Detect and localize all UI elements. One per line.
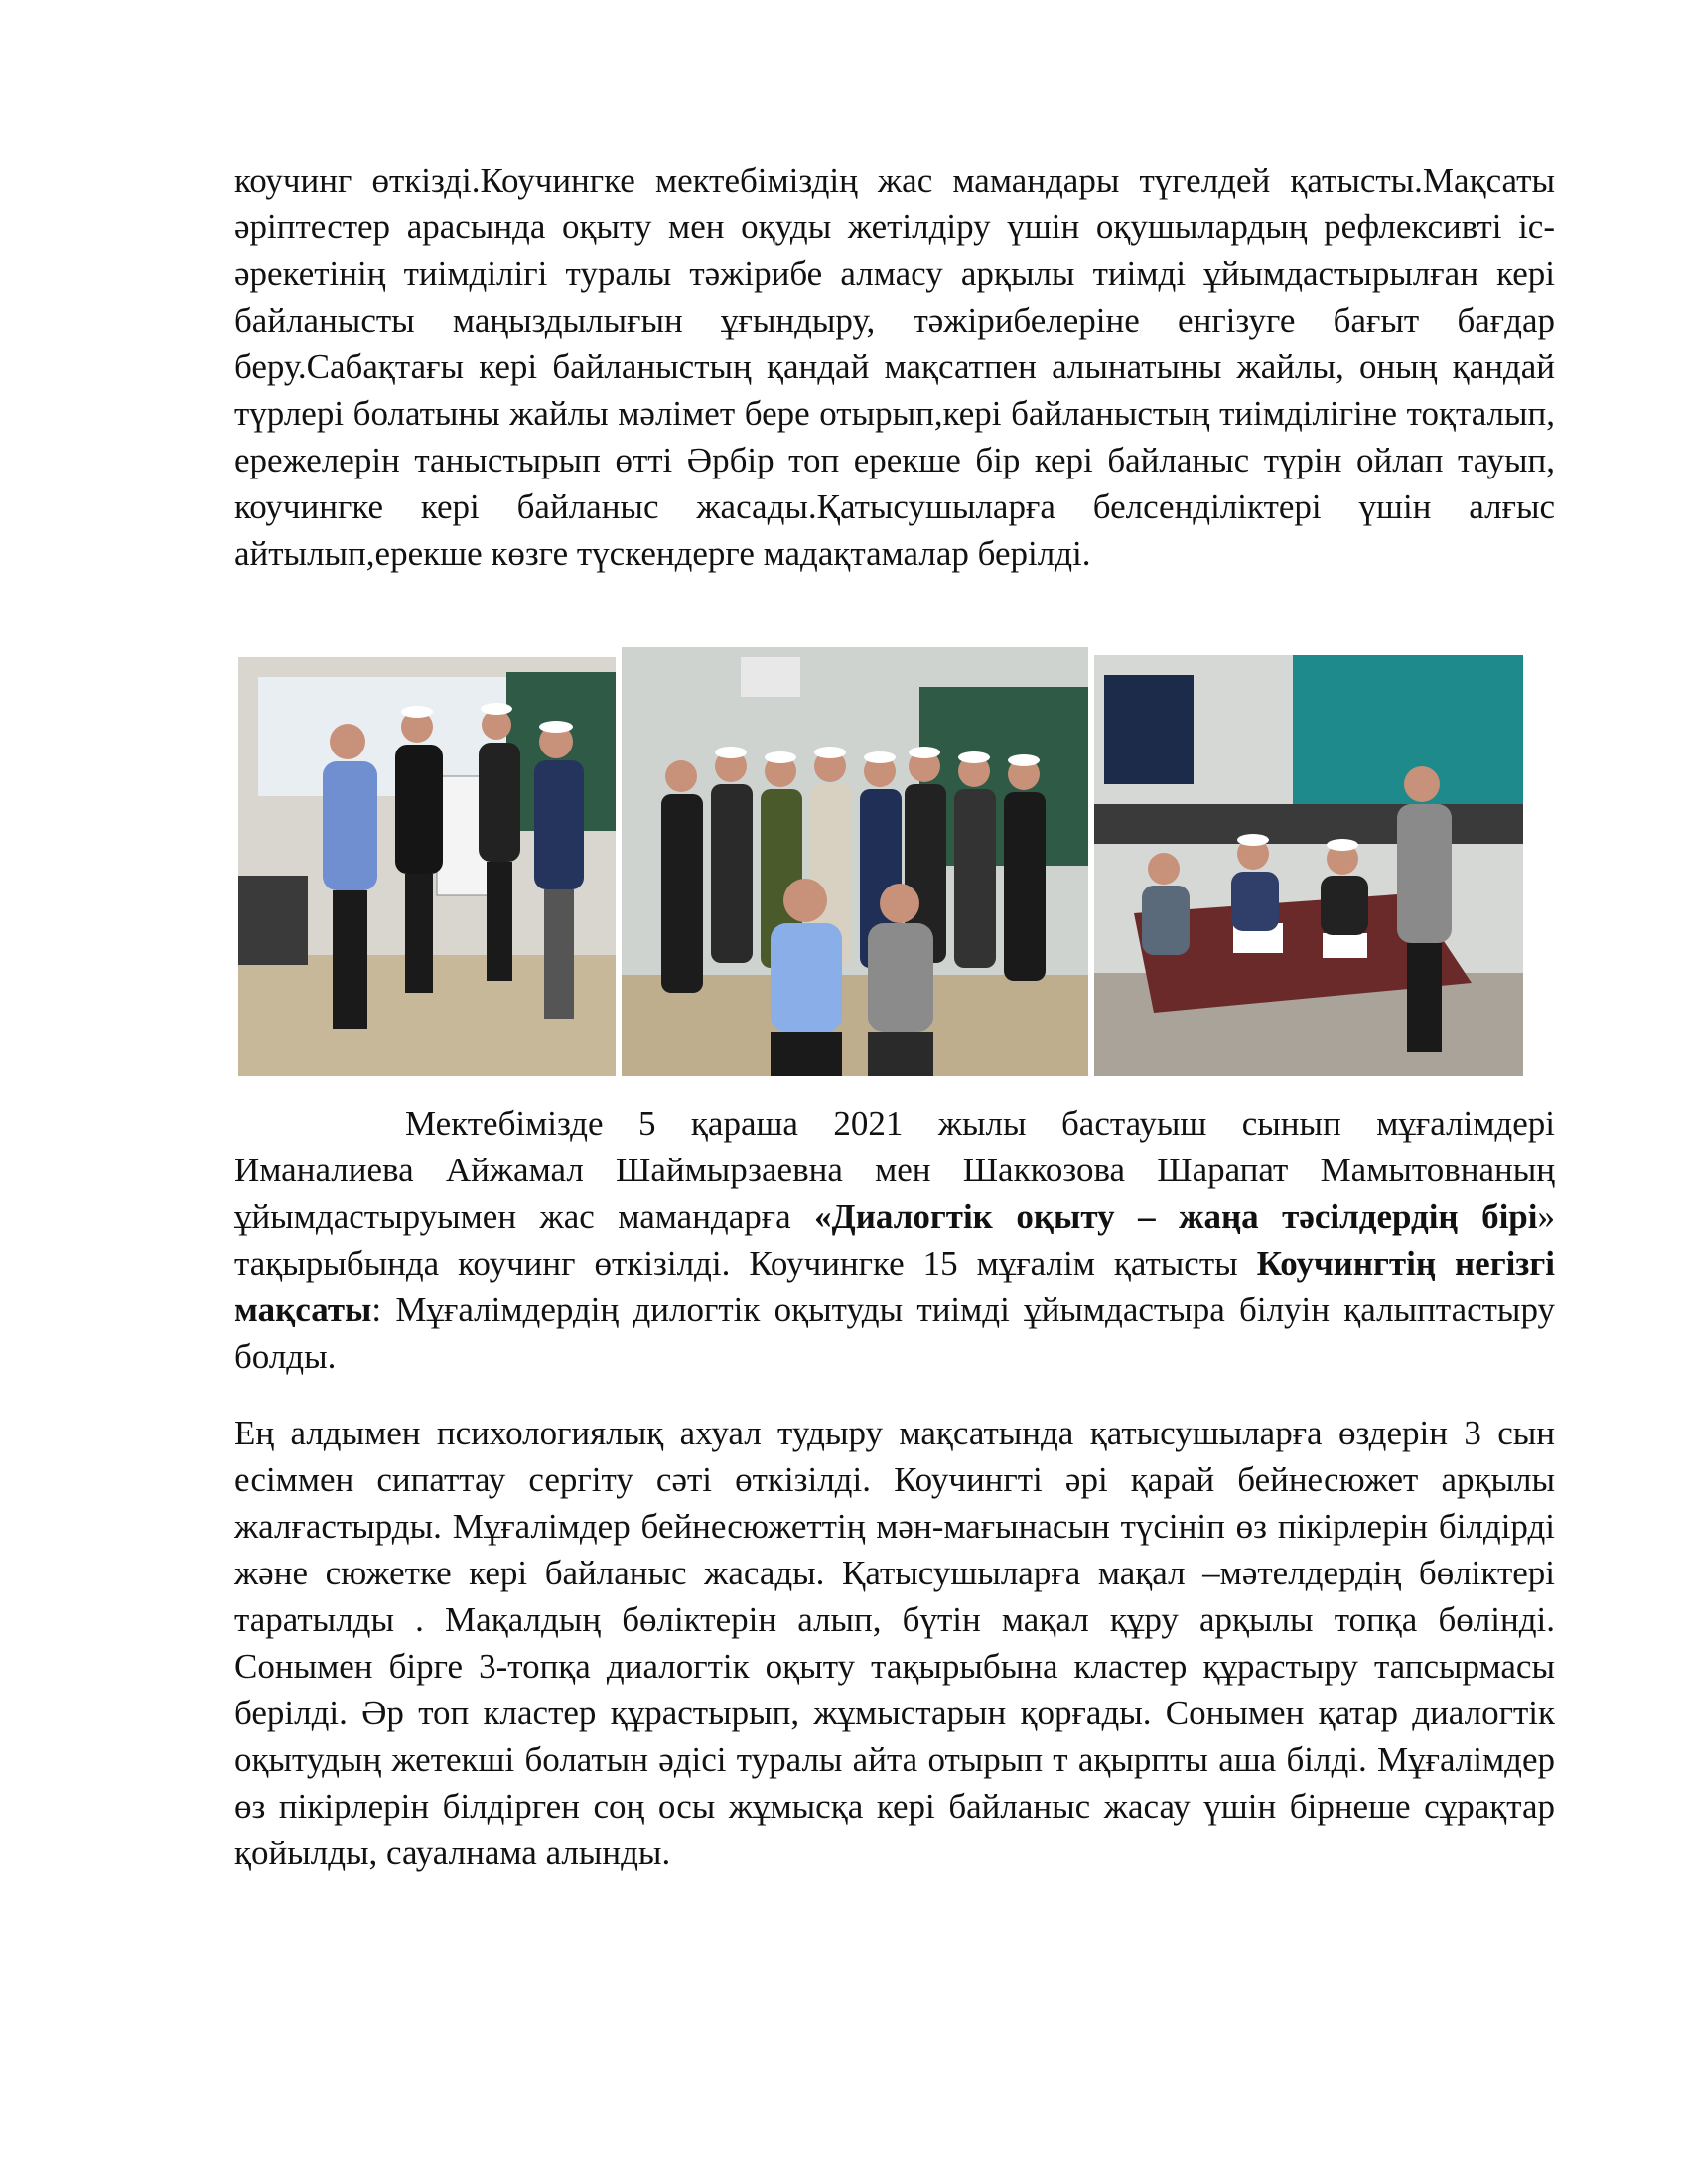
paragraph-coaching-info [234,1100,1555,1380]
p2-text-1: Мектебімізде 5 қараша 2021 жылы бастауыш сынып мұғалімдері Иманалиева Айжамал Шаймырзаевна мен Шаккозова Шарапат Мамытовнаның ұйымдастыруымен жас мамандарға [234,1104,1555,1236]
p2-topic-bold: «Диалогтік оқыту – жаңа тәсілдердің бірі [814,1197,1538,1236]
paragraph-intro: коучинг өткізді.Коучингке мектебіміздің жас мамандары түгелдей қатысты.Мақсаты әріптестер арасында оқыту мен оқуды жетілдіру үшін оқушылардың рефлексивті іс-әрекетінің тиімділігі туралы тәжірибе алмасу арқылы тиімді ұйымдастырылған кері байланысты маңыздылығын ұғындыру, тәжірибелеріне енгізуге бағыт бағдар беру.Сабақтағы кері байланыстың қандай мақсатпен алынатыны жайлы, оның қандай түрлері болатыны жайлы мәлімет бере отырып,кері байланыстың тиімділігіне тоқталып, ережелерін таныстырып өтті Әрбір топ ерекше бір кері байланыс түрін ойлап тауып, коучингке кері байланыс жасады.Қатысушыларға белсенділіктері үшін алғыс айтылып,ерекше көзге түскендерге мадақтамалар берілді. [234,161,1555,573]
p2-text-2: » тақырыбында коучинг өткізілді. Коучингке 15 мұғалім қатысты [234,1197,1555,1283]
photo-group-image [622,647,1088,1076]
photo-poster-presentation-image [238,657,616,1076]
p2-text-3: : Мұғалімдердің дилогтік оқытуды тиімді ұйымдастыра білуін қалыптастыру болды. [234,1291,1555,1376]
photo-poster-presentation [238,657,616,1076]
paragraph-activities: Ең алдымен психологиялық ахуал тудыру мақсатында қатысушыларға өздерін 3 сын есіммен сипаттау сергіту сәті өткізілді. Коучингті әрі қарай бейнесюжет арқылы жалғастырды. Мұғалімдер бейнесюжеттің мән-мағынасын түсініп өз пікірлерін білдірді және сюжетке кері байланыс жасады. Қатысушыларға мақал –мәтелдердің бөліктері таратылды . Мақалдың бөліктерін алып, бүтін мақал құру арқылы топқа бөлінді. Сонымен бірге 3-топқа диалогтік оқыту тақырыбына кластер құрастыру тапсырмасы берілді. Әр топ кластер құрастырып, жұмыстарын қорғады. Сонымен қатар диалогтік оқытудың жетекші болатын әдісі туралы айта отырып т ақырпты аша білді. Мұғалімдер өз пікірлерін білдірген соң осы жұмысқа кері байланыс жасау үшін бірнеше сұрақтар қойылды, сауалнама алынды. [234,1414,1555,1872]
p2-goal-bold: Коучингтің негізгі мақсаты [234,1244,1555,1329]
photo-group [622,647,1088,1076]
photo-group-work-image [1094,655,1523,1076]
photo-group-work [1094,655,1523,1076]
